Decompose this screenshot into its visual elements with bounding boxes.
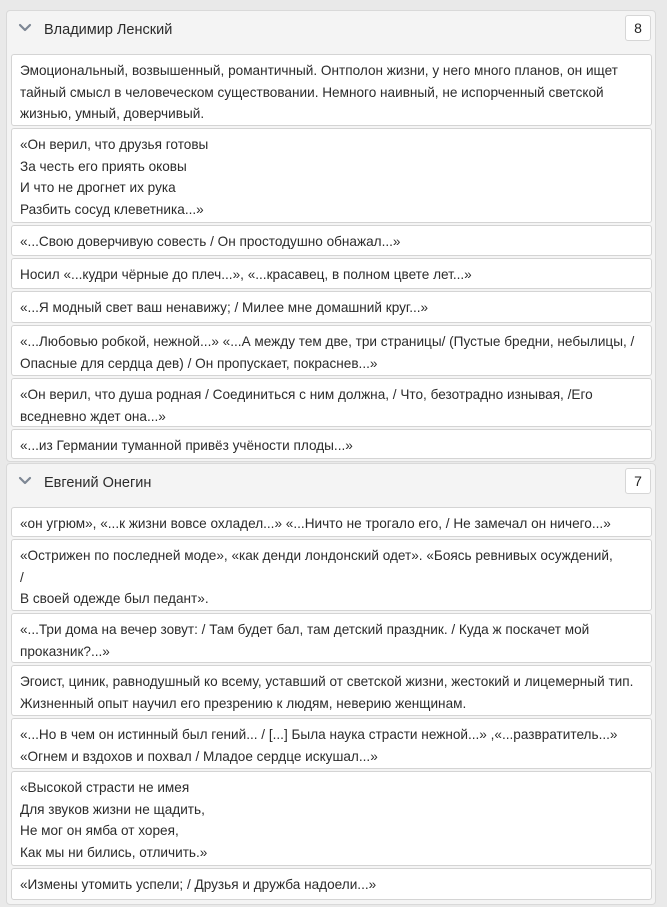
- group-header[interactable]: [7, 11, 655, 51]
- group-title: Владимир Ленский: [44, 22, 173, 38]
- count-badge: 8: [625, 15, 651, 41]
- answer-card[interactable]: «Острижен по последней моде», «как денди лондонский одет». «Боясь ревнивых осуждений, / В своей одежде был педант».: [11, 539, 652, 611]
- answer-card[interactable]: «...Свою доверчивую совесть / Он простодушно обнажал...»: [11, 225, 652, 256]
- group-header[interactable]: [7, 464, 655, 504]
- answer-card[interactable]: Эмоциональный, возвышенный, романтичный. Онтполон жизни, у него много планов, он ищет тайный смысл в человеческом существовании. Немного наивный, не испорченный светской жизнью, умный, доверчивый.: [11, 54, 652, 126]
- answer-card[interactable]: «...Я модный свет ваш ненавижу; / Милее мне домашний круг...»: [11, 291, 652, 323]
- count-badge: 7: [625, 468, 651, 494]
- answer-card[interactable]: Эгоист, циник, равнодушный ко всему, уставший от светской жизни, жестокий и лицемерный тип. Жизненный опыт научил его презрению к людям, неверию женщинам.: [11, 665, 652, 716]
- answer-card[interactable]: «...Три дома на вечер зовут: / Там будет бал, там детский праздник. / Куда ж поскачет мой проказник?...»: [11, 613, 652, 663]
- chevron-down-icon[interactable]: [18, 23, 32, 35]
- answer-card[interactable]: «...из Германии туманной привёз учёности плоды...»: [11, 429, 652, 459]
- answer-card[interactable]: «Он верил, что душа родная / Соединиться с ним должна, / Что, безотрадно изнывая, /Его вседневно ждет она...»: [11, 378, 652, 427]
- answer-card[interactable]: «...Но в чем он истинный был гений... / [...] Была наука страсти нежной...» ,«...развратитель...» «Огнем и вздохов и похвал / Младое сердце искушал...»: [11, 718, 652, 769]
- answer-card[interactable]: «Высокой страсти не имея Для звуков жизни не щадить, Не мог он ямба от хорея, Как мы ни бились, отличить.»: [11, 771, 652, 866]
- group-lensky: [6, 10, 656, 462]
- chevron-down-icon[interactable]: [18, 476, 32, 488]
- answer-card[interactable]: Носил «...кудри чёрные до плеч...», «...красавец, в полном цвете лет...»: [11, 258, 652, 289]
- answer-card[interactable]: «...Любовью робкой, нежной...» «...А между тем две, три страницы/ (Пустые бредни, небылицы, / Опасные для сердца дев) / Он пропускает, покраснев...»: [11, 325, 652, 376]
- answer-card[interactable]: «он угрюм», «...к жизни вовсе охладел...» «...Ничто не трогало его, / Не замечал он ничего...»: [11, 507, 652, 537]
- group-title: Евгений Онегин: [44, 475, 152, 491]
- answer-card[interactable]: «Он верил, что друзья готовы За честь его приять оковы И что не дрогнет их рука Разбить сосуд клеветника...»: [11, 128, 652, 223]
- answer-card[interactable]: «Измены утомить успели; / Друзья и дружба надоели...»: [11, 868, 652, 900]
- group-onegin: [6, 463, 656, 905]
